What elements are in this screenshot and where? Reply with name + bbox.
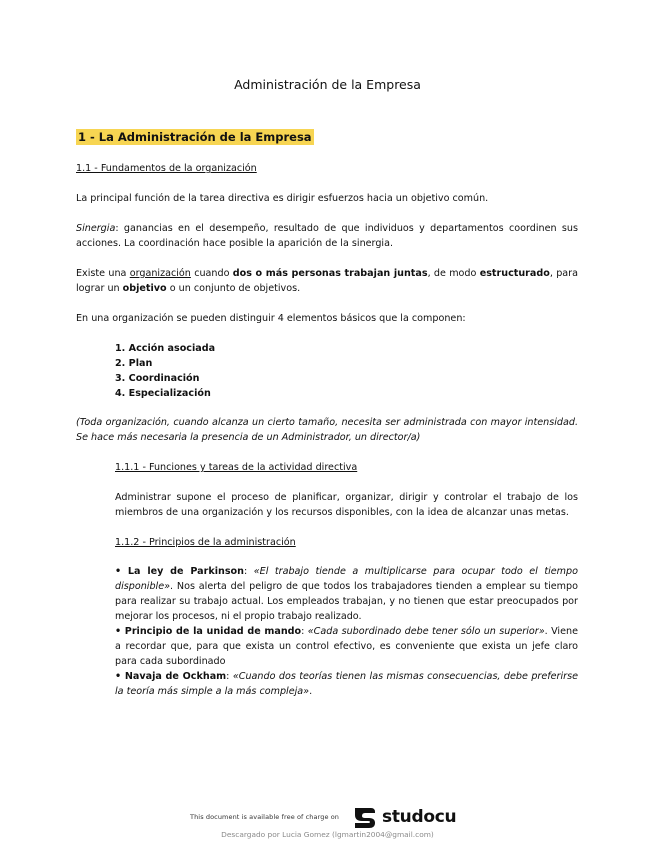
studocu-brand[interactable]: studocu [382, 806, 457, 827]
unidad-mando-quote: «Cada subordinado debe tener sólo un superior» [307, 626, 545, 637]
unidad-mando-text: . Viene a recordar que, para que exista un control efectivo, es conveniente que exista un jefe claro para cada subordinado [115, 626, 578, 667]
org-bold-objetivo: objetivo [122, 283, 167, 294]
org-bold-estructurado: estructurado [479, 268, 550, 279]
paragraph-principal-funcion: La principal función de la tarea directiva es dirigir esfuerzos hacia un objetivo común. [76, 193, 489, 204]
principles-block [115, 564, 578, 699]
subsection-heading-1-1-2: 1.1.2 - Principios de la administración [115, 537, 296, 548]
italic-note: (Toda organización, cuando alcanza un cierto tamaño, necesita ser administrada con mayor intensidad. Se hace más necesaria la presencia de un Administrador, un director/a) [76, 417, 578, 443]
list-item: 4. Especialización [115, 388, 211, 399]
org-text-7: , para lograr un [76, 268, 578, 294]
subsection-heading-1-1: 1.1 - Fundamentos de la organización [76, 163, 257, 174]
org-text-3: cuando [190, 268, 233, 279]
org-text-5: , de modo [427, 268, 480, 279]
paragraph-organizacion [76, 266, 578, 296]
parkinson-label: • La ley de Parkinson [115, 566, 244, 577]
studocu-logo-icon [351, 804, 379, 830]
paragraph-elementos: En una organización se pueden distinguir 4 elementos básicos que la componen: [76, 313, 466, 324]
section-heading-1: 1 - La Administración de la Empresa [78, 130, 312, 144]
footer-branding [190, 804, 456, 830]
sinergia-text: : ganancias en el desempeño, resultado de que individuos y departamentos coordinen sus acciones. La coordinación hace posible la aparición de la sinergia. [76, 223, 578, 249]
list-item: 3. Coordinación [115, 373, 200, 384]
subsection-heading-1-1-1: 1.1.1 - Funciones y tareas de la actividad directiva [115, 462, 358, 473]
availability-note: This document is available free of charge on [190, 812, 340, 821]
sinergia-term: Sinergia [76, 223, 116, 234]
paragraph-administrar: Administrar supone el proceso de planificar, organizar, dirigir y controlar el trabajo de los miembros de una organización y los recursos disponibles, con la idea de alcanzar unas metas. [115, 492, 578, 518]
unidad-mando-colon: : [301, 626, 308, 637]
ockham-quote: «Cuando dos teorías tienen las mismas consecuencias, debe preferirse la teoría más simple a la más compleja» [115, 671, 578, 697]
principle-ockham [115, 669, 578, 699]
unidad-mando-label: • Principio de la unidad de mando [115, 626, 302, 637]
paragraph-sinergia [76, 221, 578, 251]
parkinson-quote: «El trabajo tiende a multiplicarse para ocupar todo el tiempo disponible» [115, 566, 578, 592]
parkinson-text: . Nos alerta del peligro de que todos los trabajadores tienden a emplear su tiempo para realizar su trabajo actual. Los empleados trabajan, y no tienen que estar preocupados por mejorar los procesos, ni el propio trabajo realizado. [115, 581, 578, 622]
org-term-organizacion: organización [129, 268, 191, 279]
principle-unidad-mando [115, 624, 578, 669]
list-item: 1. Acción asociada [115, 343, 216, 354]
org-text-9: o un conjunto de objetivos. [166, 283, 301, 294]
document-title: Administración de la Empresa [234, 77, 421, 92]
ockham-text: . [309, 686, 313, 697]
org-bold-personas: dos o más personas trabajan juntas [232, 268, 428, 279]
org-text-1: Existe una [76, 268, 130, 279]
elements-list [115, 341, 578, 401]
ockham-label: • Navaja de Ockham [115, 671, 227, 682]
principle-parkinson [115, 564, 578, 624]
ockham-colon: : [226, 671, 233, 682]
download-note: Descargado por Lucia Gomez (lgmartin2004@gmail.com) [221, 830, 434, 839]
list-item: 2. Plan [115, 358, 153, 369]
parkinson-colon: : [243, 566, 254, 577]
